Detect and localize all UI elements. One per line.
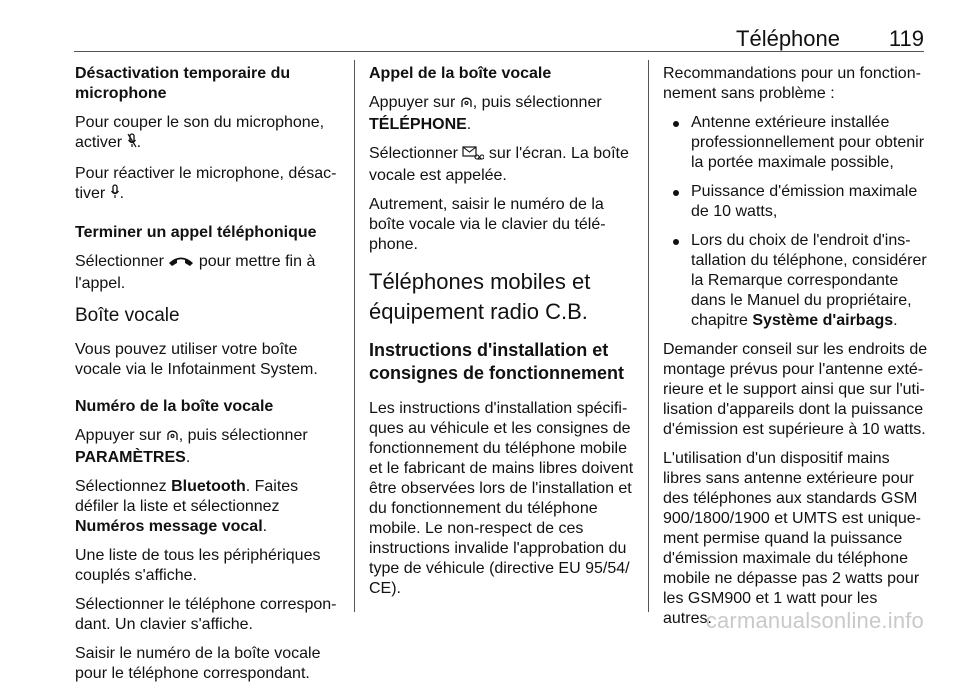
- mic-paragraph-1: [75, 113, 345, 155]
- advice-paragraph: Demander conseil sur les endroits de montage prévus pour l'antenne exté-rieure et le support ainsi que sur l'uti-lisation d'appareils dont la puissance d'émission est supérieure à 10 watts.: [663, 341, 928, 438]
- text-run: , puis sélectionner: [472, 94, 602, 111]
- end-call-heading: Terminer un appel téléphonique: [75, 224, 317, 241]
- home-icon: [460, 95, 473, 115]
- voicemail-intro: Vous pouvez utiliser votre boîte vocale via le Infotainment System.: [75, 341, 318, 378]
- installation-paragraph: Les instructions d'installation spécifi-ques au véhicule et les consignes de fonctionnement du téléphone mobile et le fabricant de mains libres doivent être observées lors de l'installation et du fonctionnement du téléphone mobile. Le non-respect de ces instructions invalide l'approbation du type de véhicule (directive EU 95/54/ CE).: [369, 400, 634, 597]
- text-run: PARAMÈTRES: [75, 449, 186, 466]
- text-run: , puis sélectionner: [178, 427, 308, 444]
- recommendations-intro: Recommandations pour un fonction-nement sans problème :: [663, 65, 921, 102]
- column-3: [663, 64, 928, 638]
- text-run: Puissance d'émission maximale de 10 watts,: [691, 183, 918, 220]
- text-run: .: [136, 134, 142, 151]
- list-item: [663, 231, 928, 331]
- voicemail-number-paragraph-5: Saisir le numéro de la boîte vocale pour le téléphone correspondant.: [75, 645, 321, 682]
- text-run: .: [262, 518, 268, 535]
- page-title: Téléphone: [736, 26, 840, 51]
- voicemail-icon: [462, 146, 484, 166]
- text-run: .: [893, 312, 898, 329]
- text-run: Appuyer sur: [75, 427, 166, 444]
- text-run: Pour réactiver le microphone, désac-tiver: [75, 165, 337, 202]
- page-header: [74, 22, 924, 52]
- call-voicemail-paragraph-3: Autrement, saisir le numéro de la boîte vocale via le clavier du télé-phone.: [369, 196, 606, 253]
- call-voicemail-paragraph-2: [369, 144, 635, 186]
- text-run: . Faites défiler la liste et sélectionnez: [75, 478, 299, 515]
- call-voicemail-paragraph-1: [369, 93, 635, 135]
- voicemail-heading: Boîte vocale: [75, 305, 180, 326]
- microphone-unmute-icon: [110, 184, 120, 206]
- voicemail-number-heading: Numéro de la boîte vocale: [75, 398, 274, 415]
- column-divider-1: [354, 60, 355, 612]
- mobile-phones-heading: Téléphones mobiles et équipement radio C.B.: [369, 269, 591, 324]
- voicemail-number-paragraph-1: [75, 426, 345, 468]
- voicemail-number-paragraph-4: Sélectionner le téléphone correspon-dant. Un clavier s'affiche.: [75, 596, 337, 633]
- page-number: 119: [888, 26, 924, 51]
- home-icon: [166, 428, 179, 448]
- header-rule: [74, 51, 924, 52]
- column-2: [369, 64, 635, 608]
- text-run: Antenne extérieure installée professionnellement pour obtenir la portée maximale possible,: [691, 114, 925, 171]
- text-run: Bluetooth: [171, 478, 246, 495]
- recommendations-list: [663, 113, 928, 331]
- text-run: Numéros message vocal: [75, 518, 263, 535]
- column-divider-2: [648, 60, 649, 612]
- microphone-mute-icon: [127, 133, 137, 155]
- text-run: Sélectionnez: [75, 478, 172, 495]
- bullet-icon: [673, 239, 679, 245]
- text-run: Pour couper le son du microphone, activer: [75, 114, 325, 151]
- call-voicemail-heading: Appel de la boîte vocale: [369, 65, 552, 82]
- text-run: pour mettre fin à l'appel.: [75, 253, 316, 292]
- phone-hangup-icon: [168, 254, 194, 274]
- voicemail-number-paragraph-3: Une liste de tous les périphériques couplés s'affiche.: [75, 547, 321, 584]
- installation-heading: Instructions d'installation et consignes de fonctionnement: [369, 340, 625, 383]
- list-item: [663, 182, 928, 222]
- text-run: Système d'airbags: [752, 312, 894, 329]
- voicemail-number-paragraph-2: [75, 477, 345, 537]
- text-run: Sélectionner: [75, 253, 169, 270]
- gsm-paragraph: L'utilisation d'un dispositif mains libres sans antenne extérieure pour des téléphones aux standards GSM 900/1800/1900 et UMTS est unique-ment permise quand la puissance d'émission maximale du téléphone mobile ne dépasse pas 2 watts pour les GSM900 et 1 watt pour les autres.: [663, 450, 921, 627]
- text-run: Appuyer sur: [369, 94, 460, 111]
- text-run: TÉLÉPHONE: [369, 116, 467, 133]
- column-1: [75, 64, 345, 693]
- bullet-icon: [673, 121, 679, 127]
- text-run: .: [466, 116, 472, 133]
- text-run: .: [185, 449, 191, 466]
- bullet-icon: [673, 190, 679, 196]
- text-run: .: [119, 185, 125, 202]
- list-item: [663, 113, 928, 173]
- text-run: Lors du choix de l'endroit d'ins-tallation du téléphone, considérer la Remarque correspondante dans le Manuel du propriétaire, chapitre: [691, 232, 927, 329]
- mic-paragraph-2: [75, 164, 345, 206]
- mic-heading: Désactivation temporaire du microphone: [75, 65, 291, 102]
- text-run: sur l'écran. La boîte vocale est appelée.: [369, 145, 629, 184]
- watermark: carmanualsonline.info: [705, 608, 924, 633]
- text-run: Sélectionner: [369, 145, 463, 162]
- end-call-paragraph: [75, 252, 345, 294]
